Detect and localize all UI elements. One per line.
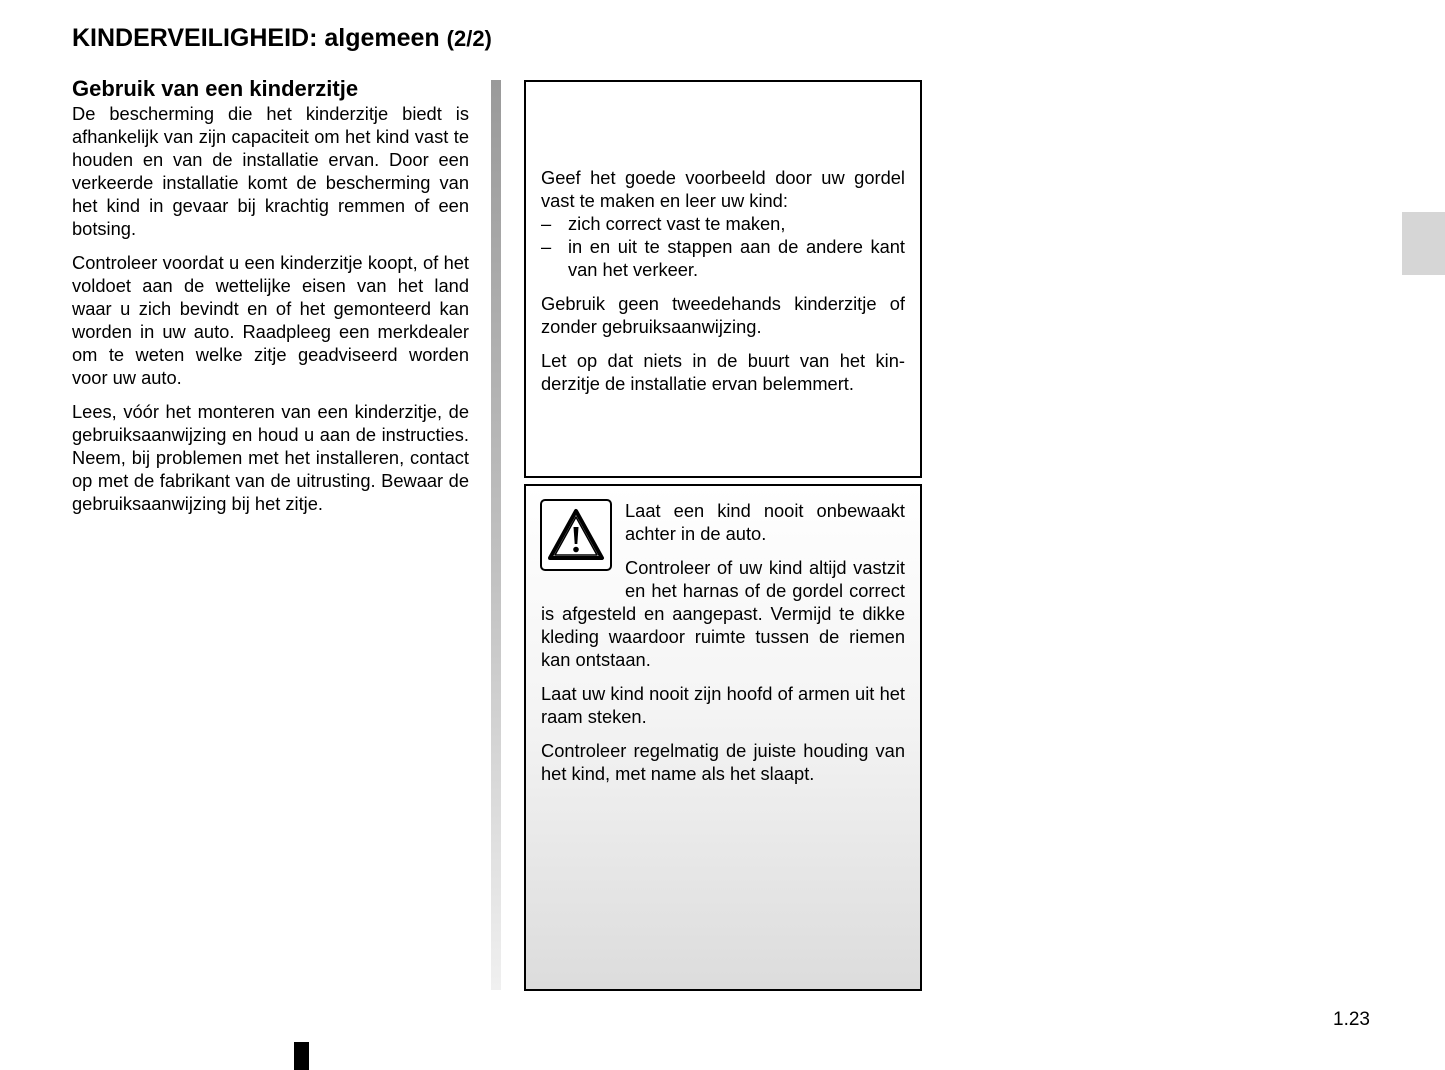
paragraph: Let op dat niets in de buurt van het kinderzitje de installatie ervan belemmert.: [541, 350, 905, 394]
list-item-text: in en uit te stappen aan de andere kant van het verkeer.: [568, 236, 905, 280]
paragraph: Gebruik geen tweedehands kinderzitje of zonder gebruiksaanwijzing.: [541, 293, 905, 337]
paragraph: Laat een kind nooit onbewaakt achter in de auto.: [625, 500, 905, 544]
page-number: 1.23: [1333, 1009, 1370, 1030]
paragraph: Controleer regelmatig de juiste houding van het kind, met name als het slaapt.: [541, 740, 905, 784]
paragraph: Controleer voordat u een kinderzitje koopt, of het voldoet aan de wettelijke eisen van het land waar u zich bevindt en of het gemonteerd kan worden in uw auto. Raadpleeg een merkdealer om te weten welke zitje geadviseerd worden voor uw auto.: [72, 252, 469, 388]
list-item-text: zich correct vast te maken,: [568, 213, 786, 234]
list-item: [541, 235, 905, 281]
info-intro: Geef het goede voorbeeld door uw gordel vast te maken en leer uw kind:: [541, 167, 905, 211]
paragraph: Controleer of uw kind altijd vastzit en het harnas of de gordel correct is afgesteld en aangepast. Vermijd te dikke kleding waardoor ruimte tussen de riemen kan ontstaan.: [541, 557, 905, 670]
list-dash: –: [541, 236, 552, 257]
section-heading: Gebruik van een kinderzitje: [72, 76, 359, 101]
chapter-tab: [1402, 212, 1445, 275]
warning-text: [541, 499, 905, 796]
page-title-suffix: (2/2): [446, 26, 492, 51]
warning-box: [524, 484, 922, 991]
print-mark: [294, 1042, 309, 1070]
list-item: [541, 212, 905, 235]
info-list: [541, 212, 905, 281]
paragraph: Lees, vóór het monteren van een kinderzitje, de gebruiksaanwijzing en houd u aan de instructies. Neem, bij problemen met het installeren, contact op met de fabrikant van de uitrusting. Bewaar de gebruiksaanwijzing bij het zitje.: [72, 401, 469, 514]
paragraph: Laat uw kind nooit zijn hoofd of armen uit het raam steken.: [541, 683, 905, 727]
paragraph: De bescherming die het kinderzitje biedt is afhankelijk van zijn capaciteit om het kind vast te houden en van de installatie ervan. Door een verkeerde installatie komt de bescherming van het kind in gevaar bij krachtig remmen of een botsing.: [72, 103, 469, 239]
list-dash: –: [541, 213, 552, 234]
left-column: [72, 76, 469, 526]
info-box: [524, 80, 922, 478]
page-title-main: KINDERVEILIGHEID: algemeen: [72, 24, 440, 52]
page-title: [72, 24, 492, 53]
info-box-content: [541, 166, 905, 406]
column-divider-bar: [491, 80, 501, 990]
